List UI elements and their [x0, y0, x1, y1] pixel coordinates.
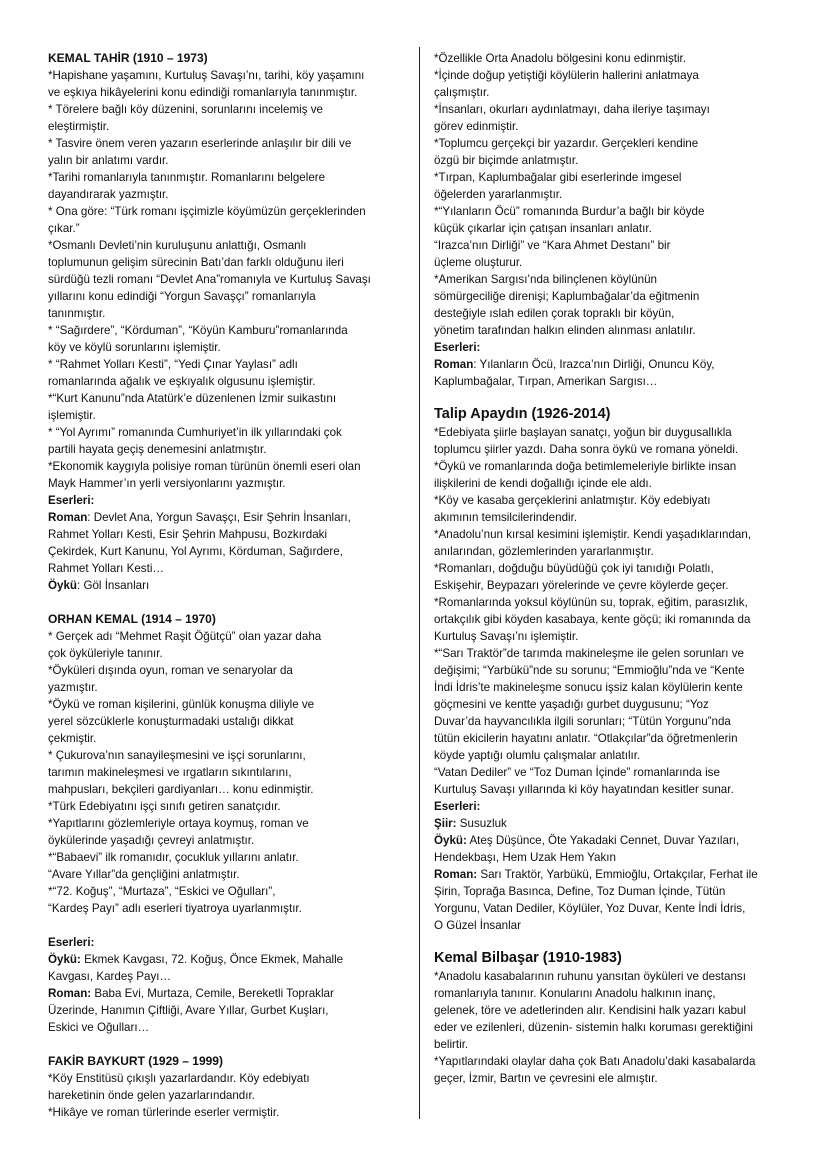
text-line: tarımın makineleşmesi ve ırgatların sıkıntılarını,	[48, 766, 292, 779]
roman-entry	[48, 985, 404, 1002]
text-line: *Hikâye ve roman türlerinde eserler vermiştir.	[48, 1106, 280, 1119]
text-line: Şirin, Toprağa Basınca, Define, Toz Duman İçinde, Tütün	[434, 885, 726, 898]
section-title: ORHAN KEMAL (1914 – 1970)	[48, 612, 216, 626]
roman-entry	[48, 509, 404, 526]
text-line: romanlarıyla tanınır. Konularını Anadolu halkının inanç,	[434, 987, 716, 1000]
text-line: desteğiyle ıslah edilen çorak topraklı bir köyün,	[434, 307, 675, 320]
text-line: *Anadolu kasabalarının ruhunu yansıtan öyküleri ve destansı	[434, 970, 746, 983]
left-column	[48, 50, 404, 1121]
section-title: FAKİR BAYKURT (1929 – 1999)	[48, 1054, 223, 1068]
text-line: çıkar.”	[48, 222, 80, 235]
roman-more-lines	[434, 883, 788, 934]
oyku-label: Öykü:	[48, 953, 81, 966]
roman-text: : Devlet Ana, Yorgun Savaşçı, Esir Şehrin İnsanları,	[87, 511, 351, 524]
text-line: İndi İdris’te makineleşme sonucu işsiz kalan köylülerin kente	[434, 681, 743, 694]
text-line: Eskişehir, Beypazarı yörelerinde ve çevre köylerde geçer.	[434, 579, 729, 592]
text-line: romanlarında ağalık ve eşkıyalık olgusunu işlemiştir.	[48, 375, 316, 388]
roman-label: Roman:	[434, 868, 478, 881]
text-line: Eskici ve Oğulları…	[48, 1021, 150, 1034]
bio-lines	[48, 67, 404, 492]
roman-text: : Yılanların Öcü, Irazca’nın Dirliği, Onuncu Köy,	[473, 358, 715, 371]
text-line: çalışmıştır.	[434, 86, 490, 99]
text-line: öğelerden yararlanmıştır.	[434, 188, 563, 201]
text-line: toplumunun gelişim sürecinin Batı’dan farklı olduğunu ileri	[48, 256, 344, 269]
section-fakir-baykurt-continued	[434, 50, 788, 390]
text-line: sömürgeciliğe direnişi; Kaplumbağalar’da eğitmenin	[434, 290, 700, 303]
text-line: Rahmet Yolları Kesti…	[48, 562, 164, 575]
text-line: *Öykü ve roman kişilerini, günlük konuşma diliyle ve	[48, 698, 315, 711]
oyku-entry	[48, 951, 404, 968]
section-title: Talip Apaydın (1926-2014)	[434, 406, 611, 422]
text-line: Kurtuluş Savaşı yıllarında ki köy hayatından kesitler sunar.	[434, 783, 734, 796]
text-line: *Anadolu’nun kırsal kesimini işlemiştir. Kendi yaşadıklarından,	[434, 528, 752, 541]
roman-more-lines	[48, 1002, 404, 1036]
text-line: *Edebiyata şiirle başlayan sanatçı, yoğun bir duygusallıkla	[434, 426, 732, 439]
text-line: değişimi; “Yarbükü”nde su sorunu; “Emmioğlu”nda ve “Kente	[434, 664, 745, 677]
text-line: Mayk Hammer’ın yerli versiyonlarını yazmıştır.	[48, 477, 286, 490]
column-divider	[419, 47, 420, 1119]
roman-label: Roman	[434, 358, 474, 371]
text-line: “Irazca’nın Dirliği” ve “Kara Ahmet Destanı” bir	[434, 239, 671, 252]
text-line: “Avare Yıllar”da gençliğini anlatmıştır.	[48, 868, 240, 881]
text-line: *Köy ve kasaba gerçeklerini anlatmıştır. Köy edebiyatı	[434, 494, 711, 507]
text-line: *Yapıtlarındaki olaylar daha çok Batı Anadolu’daki kasabalarda	[434, 1055, 756, 1068]
section-title: KEMAL TAHİR (1910 – 1973)	[48, 51, 208, 65]
text-line: yazmıştır.	[48, 681, 98, 694]
text-line: *“Babaevi” ilk romanıdır, çocukluk yıllarını anlatır.	[48, 851, 299, 864]
text-line: Üzerinde, Hanımın Çiftliği, Avare Yıllar, Gurbet Kuşları,	[48, 1004, 329, 1017]
roman-more-lines	[48, 526, 404, 577]
roman-label: Roman:	[48, 987, 92, 1000]
text-line: *İnsanları, okurları aydınlatmayı, daha ileriye taşımayı	[434, 103, 710, 116]
section-fakir-baykurt	[48, 1053, 404, 1121]
text-line: *İçinde doğup yetiştiği köylülerin hallerini anlatmaya	[434, 69, 699, 82]
text-line: çok öyküleriyle tanınır.	[48, 647, 163, 660]
text-line: gelenek, töre ve adetlerinden alır. Kendisini halk yazarı kabul	[434, 1004, 746, 1017]
text-line: özgü bir biçimde anlatmıştır.	[434, 154, 579, 167]
right-column	[434, 50, 788, 1087]
text-line: eleştirmiştir.	[48, 120, 110, 133]
oyku-entry	[48, 577, 404, 594]
text-line: işlemiştir.	[48, 409, 96, 422]
text-line: mahpusları, bekçileri gardiyanları… konu edinmiştir.	[48, 783, 314, 796]
roman-text: Baba Evi, Murtaza, Cemile, Bereketli Topraklar	[91, 987, 334, 1000]
text-line: yıllarını konu edindiği “Yorgun Savaşçı” romanlarıyla	[48, 290, 316, 303]
roman-label: Roman	[48, 511, 88, 524]
text-line: *Toplumcu gerçekçi bir yazardır. Gerçekleri kendine	[434, 137, 699, 150]
text-line: küçük çıkarlar için çatışan insanları anlatır.	[434, 222, 652, 235]
text-line: *“72. Koğuş”, “Murtaza”, “Eskici ve Oğulları”,	[48, 885, 276, 898]
bio-lines	[434, 50, 788, 339]
text-line: partili hayata geçiş denemesini anlatmıştır.	[48, 443, 267, 456]
text-line: Duvar’da hayvancılıkla ilgili sorunları; “Tütün Yorgunu”nda	[434, 715, 731, 728]
roman-entry	[434, 866, 788, 883]
text-line: ve eşkıya hikâyelerini konu edindiği romanlarıyla tanınmıştır.	[48, 86, 358, 99]
text-line: *Ekonomik kaygıyla polisiye roman türünün önemli eseri olan	[48, 460, 361, 473]
siir-text: Susuzluk	[456, 817, 507, 830]
text-line: *Özellikle Orta Anadolu bölgesini konu edinmiştir.	[434, 52, 686, 65]
text-line: O Güzel İnsanlar	[434, 919, 521, 932]
bio-lines	[48, 628, 404, 917]
text-line: sürdüğü tezli romanı “Devlet Ana”romanıyla ve Kurtuluş Savaşı	[48, 273, 371, 286]
text-line: yalın bir anlatımı vardır.	[48, 154, 169, 167]
text-line: ortakçılık gibi köyden kasabaya, kente göçü; iki romanında da	[434, 613, 751, 626]
bio-lines	[434, 968, 788, 1087]
text-line: geçer, İzmir, Bartın ve çevresini ele almıştır.	[434, 1072, 658, 1085]
text-line: belirtir.	[434, 1038, 469, 1051]
text-line: *“Kurt Kanunu”nda Atatürk’e düzenlenen İzmir suikastını	[48, 392, 337, 405]
text-line: tanınmıştır.	[48, 307, 106, 320]
bio-lines	[48, 1070, 404, 1121]
text-line: *Romanları, doğduğu büyüdüğü çok iyi tanıdığı Polatlı,	[434, 562, 714, 575]
bio-lines	[434, 424, 788, 798]
works-label: Eserleri:	[434, 800, 481, 813]
text-line: *Türk Edebiyatını işçi sınıfı getiren sanatçıdır.	[48, 800, 281, 813]
text-line: * Törelere bağlı köy düzenini, sorunlarını incelemiş ve	[48, 103, 323, 116]
text-line: * Çukurova’nın sanayileşmesini ve işçi sorunlarını,	[48, 749, 306, 762]
works-label: Eserleri:	[48, 494, 95, 507]
text-line: yönetim tarafından halkın elinden alınması anlatılır.	[434, 324, 696, 337]
roman-text: Sarı Traktör, Yarbükü, Emmioğlu, Ortakçılar, Ferhat ile	[477, 868, 758, 881]
text-line: Yorgunu, Vatan Dediler, Köylüler, Yoz Duvar, Kente İndi İdris,	[434, 902, 746, 915]
siir-label: Şiir:	[434, 817, 457, 830]
text-line: *Romanlarında yoksul köylünün su, toprak, eğitim, parasızlık,	[434, 596, 748, 609]
text-line: görev edinmiştir.	[434, 120, 519, 133]
section-talip-apaydin	[434, 404, 788, 934]
text-line: * “Yol Ayrımı” romanında Cumhuriyet’in ilk yıllarındaki çok	[48, 426, 342, 439]
text-line: *Tırpan, Kaplumbağalar gibi eserlerinde imgesel	[434, 171, 682, 184]
text-line: üçleme oluşturur.	[434, 256, 523, 269]
oyku-more-lines	[434, 849, 788, 866]
text-line: * “Rahmet Yolları Kesti”, “Yedi Çınar Yaylası” adlı	[48, 358, 298, 371]
text-line: toplumcu şiirler yazdı. Daha sonra öykü ve romana yöneldi.	[434, 443, 739, 456]
text-line: *Osmanlı Devleti’nin kuruluşunu anlattığı, Osmanlı	[48, 239, 307, 252]
text-line: *Amerikan Sargısı’nda bilinçlenen köylünün	[434, 273, 657, 286]
text-line: *Yapıtlarını gözlemleriyle ortaya koymuş, roman ve	[48, 817, 309, 830]
text-line: köyde yaptığı olumlu çalışmalar anlatılır.	[434, 749, 641, 762]
section-orhan-kemal	[48, 611, 404, 1036]
oyku-more-lines	[48, 968, 404, 985]
works-label: Eserleri:	[434, 341, 481, 354]
text-line: eder ve ezilenleri, düzenin- sistemin halkı koruması gerektiğini	[434, 1021, 753, 1034]
oyku-text: Ateş Düşünce, Öte Yakadaki Cennet, Duvar Yazıları,	[466, 834, 740, 847]
text-line: *“Sarı Traktör”de tarımda makineleşme ile gelen sorunları ve	[434, 647, 744, 660]
text-line: tütün ekicilerin hayatını anlatır. “Otlakçılar”da öğretmenlerin	[434, 732, 738, 745]
oyku-text: Ekmek Kavgası, 72. Koğuş, Önce Ekmek, Mahalle	[80, 953, 344, 966]
text-line: * Tasvire önem veren yazarın eserlerinde anlaşılır bir dili ve	[48, 137, 352, 150]
text-line: * “Sağırdere”, “Körduman”, “Köyün Kamburu”romanlarında	[48, 324, 348, 337]
text-line: akımının temsilcilerindendir.	[434, 511, 578, 524]
text-line: Kaplumbağalar, Tırpan, Amerikan Sargısı…	[434, 375, 658, 388]
oyku-text: : Göl İnsanları	[77, 579, 150, 592]
roman-more-lines	[434, 373, 788, 390]
text-line: göçmesini ve kentte yaşadığı gurbet duygusunu; “Yoz	[434, 698, 709, 711]
text-line: “Vatan Dediler” ve “Toz Duman İçinde” romanlarında ise	[434, 766, 720, 779]
text-line: * Ona göre: “Türk romanı işçimizle köyümüzün gerçeklerinden	[48, 205, 366, 218]
roman-entry	[434, 356, 788, 373]
text-line: *Öykü ve romanlarında doğa betimlemeleriyle birlikte insan	[434, 460, 737, 473]
oyku-label: Öykü:	[434, 834, 467, 847]
section-kemal-bilbasar	[434, 948, 788, 1087]
text-line: Hendekbaşı, Hem Uzak Hem Yakın	[434, 851, 616, 864]
section-title: Kemal Bilbaşar (1910-1983)	[434, 950, 622, 966]
works-label: Eserleri:	[48, 936, 95, 949]
text-line: Çekirdek, Kurt Kanunu, Yol Ayrımı, Körduman, Sağırdere,	[48, 545, 343, 558]
siir-entry	[434, 815, 788, 832]
text-line: * Gerçek adı “Mehmet Raşit Öğütçü” olan yazar daha	[48, 630, 322, 643]
text-line: hareketinin önde gelen yazarlarındandır.	[48, 1089, 255, 1102]
text-line: *Öyküleri dışında oyun, roman ve senaryolar da	[48, 664, 293, 677]
text-line: köy ve köylü sorunlarını işlemiştir.	[48, 341, 221, 354]
text-line: dayandırarak yazmıştır.	[48, 188, 169, 201]
text-line: anılarından, gözlemlerinden yararlanmıştır.	[434, 545, 654, 558]
text-line: *Tarihi romanlarıyla tanınmıştır. Romanlarını belgelere	[48, 171, 326, 184]
text-line: yerel sözcüklerle konuşturmadaki ustalığı dikkat	[48, 715, 294, 728]
text-line: öykülerinde yaşadığı çevreyi anlatmıştır.	[48, 834, 255, 847]
text-line: Kurtuluş Savaşı’nı işlemiştir.	[434, 630, 579, 643]
text-line: “Kardeş Payı” adlı eserleri tiyatroya uyarlanmıştır.	[48, 902, 302, 915]
text-line: ilişkilerini de kendi doğallığı içinde ele aldı.	[434, 477, 652, 490]
text-line: *Köy Enstitüsü çıkışlı yazarlardandır. Köy edebiyatı	[48, 1072, 310, 1085]
section-kemal-tahir	[48, 50, 404, 594]
text-line: Rahmet Yolları Kesti, Esir Şehrin Mahpusu, Bozkırdaki	[48, 528, 328, 541]
oyku-entry	[434, 832, 788, 849]
text-line: çekmiştir.	[48, 732, 97, 745]
oyku-label: Öykü	[48, 579, 77, 592]
text-line: *Hapishane yaşamını, Kurtuluş Savaşı’nı, tarihi, köy yaşamını	[48, 69, 365, 82]
text-line: *“Yılanların Öcü” romanında Burdur’a bağlı bir köyde	[434, 205, 705, 218]
text-line: Kavgası, Kardeş Payı…	[48, 970, 172, 983]
